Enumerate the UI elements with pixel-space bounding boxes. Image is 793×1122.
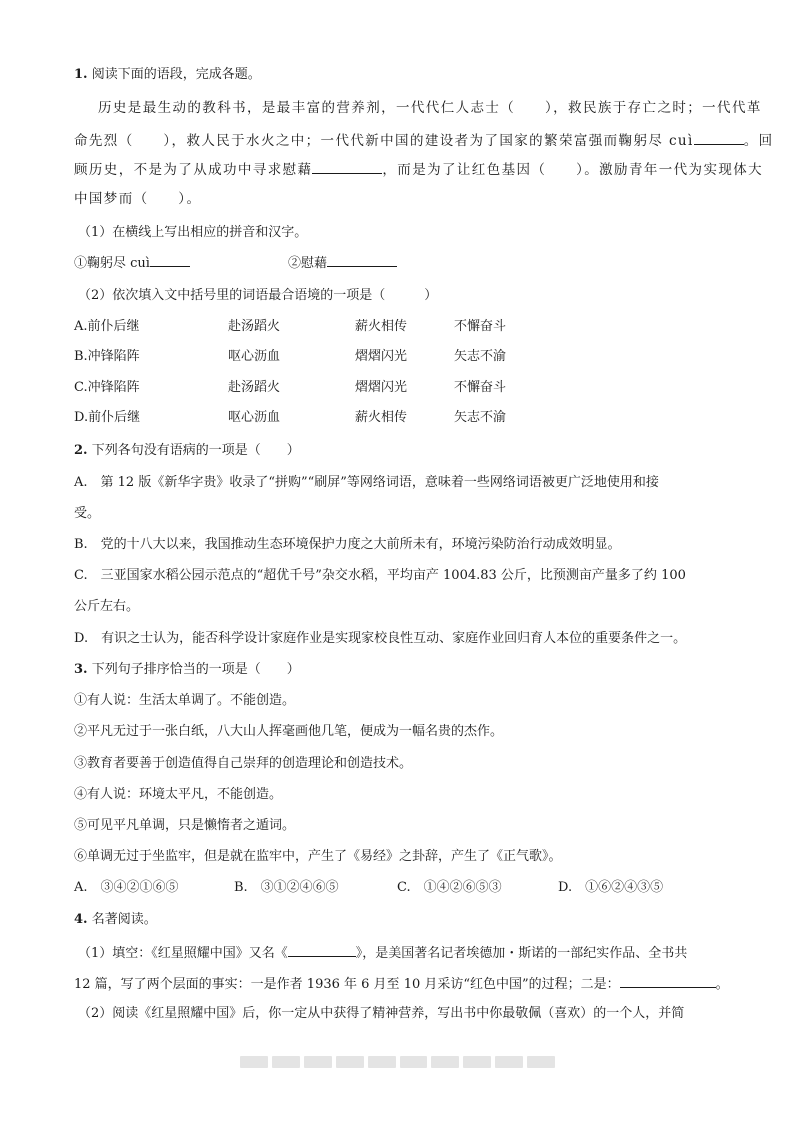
question-text: 名著阅读。 bbox=[91, 912, 157, 927]
question-text: 阅读下面的语段，完成各题。 bbox=[91, 67, 261, 82]
watermark-segment bbox=[495, 1056, 523, 1068]
answer-blank[interactable] bbox=[312, 160, 382, 174]
option-a-word1[interactable]: A.前仆后继 bbox=[74, 319, 140, 334]
question-1-title bbox=[74, 66, 261, 84]
passage-text: 。回 bbox=[743, 133, 774, 149]
sub-question-2: （2）依次填入文中括号里的词语最合语境的一项是（ ） bbox=[78, 288, 438, 303]
q3-sentence-6: ⑥单调无过于坐监牢，但是就在监牢中，产生了《易经》之卦辞，产生了《正气歌》。 bbox=[74, 849, 562, 864]
sub1-item-b bbox=[288, 253, 397, 273]
option-d-word3: 薪火相传 bbox=[355, 410, 408, 425]
option-d-word4: 矢志不渝 bbox=[454, 410, 507, 425]
q3-sentence-3: ③教育者要善于创造值得自己崇拜的创造理论和创造技术。 bbox=[74, 756, 413, 771]
passage-line-4: 中国梦而（ ）。 bbox=[74, 191, 202, 207]
q3-option-d[interactable]: D. ①⑥②④③⑤ bbox=[558, 880, 664, 895]
passage-text: 命先烈（ ），救人民于水火之中；一代代新中国的建设者为了国家的繁荣富强而鞠躬尽 cuì bbox=[74, 133, 694, 149]
sub1-item-a bbox=[74, 253, 190, 273]
q4-sub1-line1 bbox=[78, 943, 687, 963]
passage-line-1: 历史是最生动的教科书，是最丰富的营养剂，一代代仁人志士（ ），救民族于存亡之时；一代代革 bbox=[98, 100, 762, 116]
item-text: （1）填空：《红星照耀中国》又名《 bbox=[78, 946, 288, 961]
option-b-word4: 矢志不渝 bbox=[454, 349, 507, 364]
option-b-word3: 熠熠闪光 bbox=[355, 349, 408, 364]
option-b-word1[interactable]: B.冲锋陷阵 bbox=[74, 349, 140, 364]
passage-line-2 bbox=[74, 131, 774, 150]
watermark-segment bbox=[240, 1056, 268, 1068]
question-text: 下列各句没有语病的一项是（ ） bbox=[91, 443, 300, 458]
q3-option-a[interactable]: A. ③④②①⑥⑤ bbox=[74, 880, 179, 895]
option-c-word4: 不懈奋斗 bbox=[454, 380, 507, 395]
item-text: 。 bbox=[715, 977, 729, 992]
q3-sentence-2: ②平凡无过于一张白纸，八大山人挥毫画他几笔，便成为一幅名贵的杰作。 bbox=[74, 724, 504, 739]
question-number: 2. bbox=[74, 443, 88, 458]
option-c-word3: 熠熠闪光 bbox=[355, 380, 408, 395]
answer-blank[interactable] bbox=[327, 253, 397, 267]
watermark-segment bbox=[463, 1056, 491, 1068]
question-2-title bbox=[74, 442, 300, 460]
q2-option-c-line1[interactable]: C. 三亚国家水稻公园示范点的“超优千号”杂交水稻，平均亩产 1004.83 公斤，比预测亩产量多了约 100 bbox=[74, 568, 686, 583]
question-number: 3. bbox=[74, 662, 88, 677]
question-text: 下列句子排序恰当的一项是（ ） bbox=[91, 662, 300, 677]
option-c-word2: 赴汤蹈火 bbox=[228, 380, 281, 395]
option-c-word1[interactable]: C.冲锋陷阵 bbox=[74, 380, 140, 395]
q3-sentence-5: ⑤可见平凡单调，只是懒惰者之遁词。 bbox=[74, 818, 296, 833]
item-text: 》，是美国著名记者埃德加・斯诺的一部纪实作品、全书共 bbox=[355, 946, 688, 961]
option-b-word2: 呕心沥血 bbox=[228, 349, 281, 364]
option-a-word2: 赴汤蹈火 bbox=[228, 319, 281, 334]
q3-option-b[interactable]: B. ③①②④⑥⑤ bbox=[234, 880, 339, 895]
q3-sentence-1: ①有人说：生活太单调了。不能创造。 bbox=[74, 693, 296, 708]
q3-sentence-4: ④有人说：环境太平凡，不能创造。 bbox=[74, 787, 283, 802]
question-number: 1. bbox=[74, 67, 88, 82]
footer-watermark bbox=[240, 1056, 555, 1068]
q2-option-d[interactable]: D. 有识之士认为，能否科学设计家庭作业是实现家校良性互动、家庭作业回归育人本位的重要条件之一。 bbox=[74, 631, 687, 646]
answer-blank[interactable] bbox=[150, 253, 190, 267]
item-text: ②慰藉 bbox=[288, 256, 328, 271]
passage-text: ，而是为了让红色基因（ ）。激励青年一代为实现体大 bbox=[382, 162, 764, 178]
answer-blank[interactable] bbox=[288, 943, 356, 957]
question-4-title bbox=[74, 911, 157, 929]
passage-line-3 bbox=[74, 160, 763, 179]
q2-option-a-line1[interactable]: A. 第 12 版《新华字贵》收录了“拼购”“刷屏”等网络词语，意味着一些网络词语被更广泛地使用和接 bbox=[74, 475, 659, 490]
q4-sub2-line1: （2）阅读《红星照耀中国》后，你一定从中获得了精神营养，写出书中你最敬佩（喜欢）的一个人，并简 bbox=[78, 1006, 685, 1021]
watermark-segment bbox=[527, 1056, 555, 1068]
watermark-segment bbox=[431, 1056, 459, 1068]
q2-option-a-line2: 受。 bbox=[74, 506, 101, 521]
watermark-segment bbox=[400, 1056, 428, 1068]
sub-question-1: （1）在横线上写出相应的拼音和汉字。 bbox=[78, 225, 308, 240]
q2-option-c-line2: 公斤左右。 bbox=[74, 599, 140, 614]
q4-sub1-line2 bbox=[74, 974, 729, 994]
watermark-segment bbox=[272, 1056, 300, 1068]
item-text: 12 篇，写了两个层面的事实：一是作者 1936 年 6 月至 10 月采访“红色中国”的过程；二是： bbox=[74, 977, 620, 992]
q3-option-c[interactable]: C. ①④②⑥⑤③ bbox=[397, 880, 502, 895]
watermark-segment bbox=[368, 1056, 396, 1068]
option-a-word3: 薪火相传 bbox=[355, 319, 408, 334]
answer-blank[interactable] bbox=[694, 131, 744, 145]
option-d-word2: 呕心沥血 bbox=[228, 410, 281, 425]
question-number: 4. bbox=[74, 912, 88, 927]
question-3-title bbox=[74, 661, 300, 679]
answer-blank[interactable] bbox=[620, 974, 716, 988]
watermark-segment bbox=[336, 1056, 364, 1068]
q2-option-b[interactable]: B. 党的十八大以来，我国推动生态环境保护力度之大前所未有，环境污染防治行动成效明显。 bbox=[74, 537, 621, 552]
watermark-segment bbox=[304, 1056, 332, 1068]
item-text: ①鞠躬尽 cuì bbox=[74, 256, 150, 271]
option-d-word1[interactable]: D.前仆后继 bbox=[74, 410, 141, 425]
option-a-word4: 不懈奋斗 bbox=[454, 319, 507, 334]
passage-text: 顾历史，不是为了从成功中寻求慰藉 bbox=[74, 162, 313, 178]
